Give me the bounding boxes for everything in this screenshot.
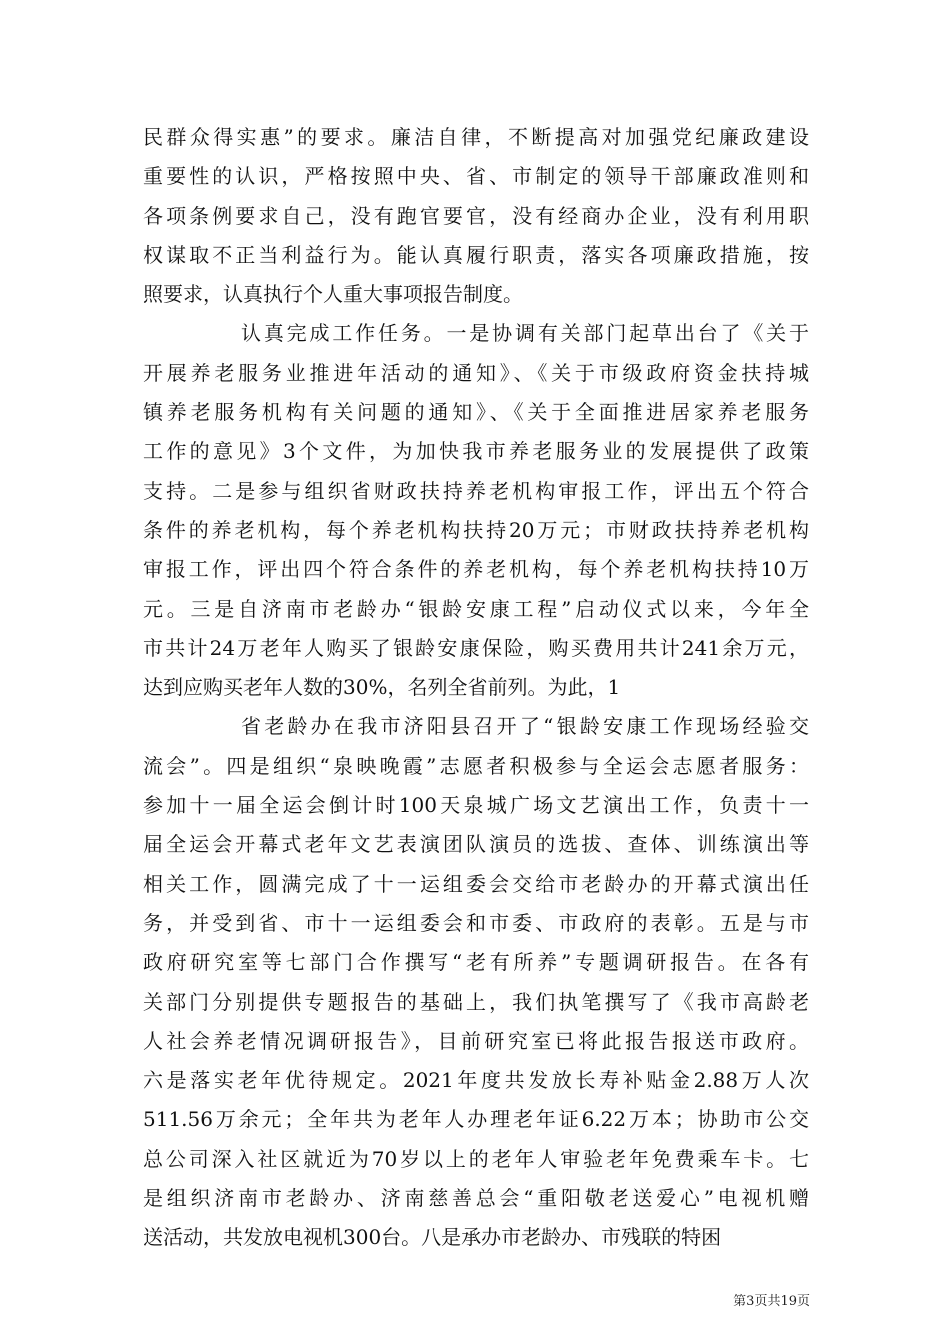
text-line: 政府研究室等七部门合作撰写“老有所养”专题调研报告。在各有 (143, 950, 809, 975)
text-line: 审报工作，评出四个符合条件的养老机构，每个养老机构扶持10万 (143, 557, 809, 582)
text-line: 各项条例要求自己，没有跑官要官，没有经商办企业，没有利用职 (143, 203, 809, 228)
text-line: 总公司深入社区就近为70岁以上的老年人审验老年免费乘车卡。七 (143, 1146, 809, 1171)
text-line: 人社会养老情况调研报告》，目前研究室已将此报告报送市政府。 (143, 1028, 809, 1053)
text-line: 相关工作，圆满完成了十一运组委会交给市老龄办的开幕式演出任 (143, 871, 809, 896)
text-line: 支持。二是参与组织省财政扶持养老机构审报工作，评出五个符合 (143, 478, 809, 503)
text-line: 511.56万余元；全年共为老年人办理老年证6.22万本；协助市公交 (143, 1107, 809, 1132)
text-line: 流会”。四是组织“泉映晚霞”志愿者积极参与全运会志愿者服务： (143, 753, 809, 778)
text-line: 送活动，共发放电视机300台。八是承办市老龄办、市残联的特困 (143, 1225, 722, 1250)
text-line: 权谋取不正当利益行为。能认真履行职责，落实各项廉政措施，按 (143, 242, 809, 267)
paragraph (143, 118, 809, 314)
text-line: 市共计24万老年人购买了银龄安康保险，购买费用共计241余万元， (143, 635, 809, 660)
paragraph (143, 707, 809, 1257)
page-number-footer: 第3页共19页 (733, 1294, 810, 1309)
paragraph (143, 314, 809, 707)
text-line: 照要求，认真执行个人重大事项报告制度。 (143, 282, 523, 307)
text-line: 元。三是自济南市老龄办“银龄安康工程”启动仪式以来，今年全 (143, 596, 809, 621)
text-line: 届全运会开幕式老年文艺表演团队演员的选拔、查体、训练演出等 (143, 832, 809, 857)
text-line: 开展养老服务业推进年活动的通知》、《关于市级政府资金扶持城 (143, 360, 809, 385)
text-line: 是组织济南市老龄办、济南慈善总会“重阳敬老送爱心”电视机赠 (143, 1186, 809, 1211)
text-line: 工作的意见》3个文件，为加快我市养老服务业的发展提供了政策 (143, 439, 809, 464)
text-line: 省老龄办在我市济阳县召开了“银龄安康工作现场经验交 (241, 714, 809, 739)
text-line: 达到应购买老年人数的30%，名列全省前列。为此，1 (143, 675, 621, 700)
text-line: 条件的养老机构，每个养老机构扶持20万元；市财政扶持养老机构 (143, 517, 809, 542)
text-line: 务，并受到省、市十一运组委会和市委、市政府的表彰。五是与市 (143, 910, 809, 935)
text-line: 镇养老服务机构有关问题的通知》、《关于全面推进居家养老服务 (143, 400, 809, 425)
text-line: 六是落实老年优待规定。2021年度共发放长寿补贴金2.88万人次 (143, 1068, 809, 1093)
document-body (143, 118, 809, 1258)
text-line: 民群众得实惠”的要求。廉洁自律，不断提高对加强党纪廉政建设 (143, 125, 809, 149)
text-line: 参加十一届全运会倒计时100天泉城广场文艺演出工作，负责十一 (143, 793, 809, 818)
text-line: 重要性的认识，严格按照中央、省、市制定的领导干部廉政准则和 (143, 164, 809, 189)
text-line: 关部门分别提供专题报告的基础上，我们执笔撰写了《我市高龄老 (143, 989, 809, 1014)
text-line: 认真完成工作任务。一是协调有关部门起草出台了《关于 (241, 321, 809, 346)
